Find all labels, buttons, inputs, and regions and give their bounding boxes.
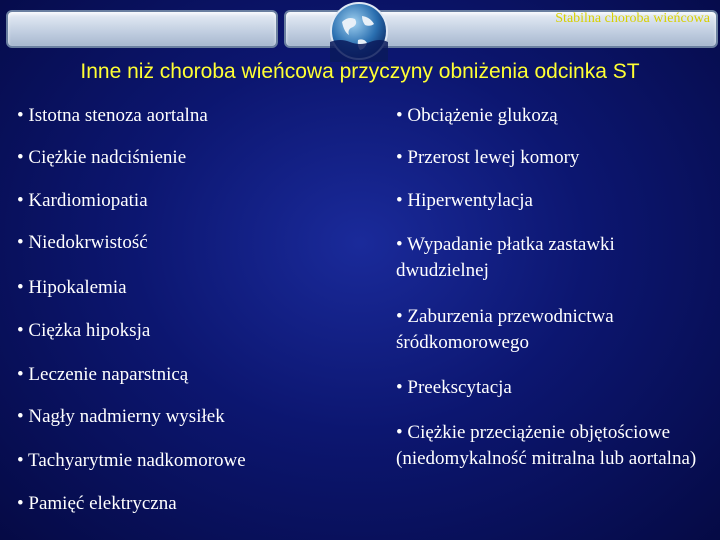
list-item: • Preekscytacja [396, 377, 512, 398]
list-item: • Wypadanie płatka zastawki dwudzielnej [396, 234, 615, 281]
list-item: • Hiperwentylacja [396, 190, 533, 211]
list-item: • Obciążenie glukozą [396, 105, 558, 126]
list-item: • Ciężka hipoksja [17, 320, 151, 341]
list-item: • Ciężkie nadciśnienie [17, 147, 187, 168]
header-title: Stabilna choroba wieńcowa [555, 11, 710, 26]
list-item: • Pamięć elektryczna [17, 493, 177, 514]
list-item: • Zaburzenia przewodnictwa śródkomorowego [396, 306, 614, 353]
header-band [0, 0, 720, 58]
list-item: • Kardiomiopatia [17, 190, 148, 211]
list-item: • Hipokalemia [17, 277, 127, 298]
list-item: • Ciężkie przeciążenie objętościowe (niedomykalność mitralna lub aortalna) [396, 422, 697, 469]
list-item: • Przerost lewej komory [396, 147, 580, 168]
list-item: • Tachyarytmie nadkomorowe [17, 450, 246, 471]
list-item: • Nagły nadmierny wysiłek [17, 406, 225, 427]
list-item: • Leczenie naparstnicą [17, 364, 189, 385]
slide-title: Inne niż choroba wieńcowa przyczyny obniżenia odcinka ST [80, 60, 640, 83]
header-bar-left [6, 10, 278, 48]
list-item: • Niedokrwistość [17, 232, 148, 253]
globe-icon [328, 0, 390, 62]
list-item: • Istotna stenoza aortalna [17, 105, 208, 126]
